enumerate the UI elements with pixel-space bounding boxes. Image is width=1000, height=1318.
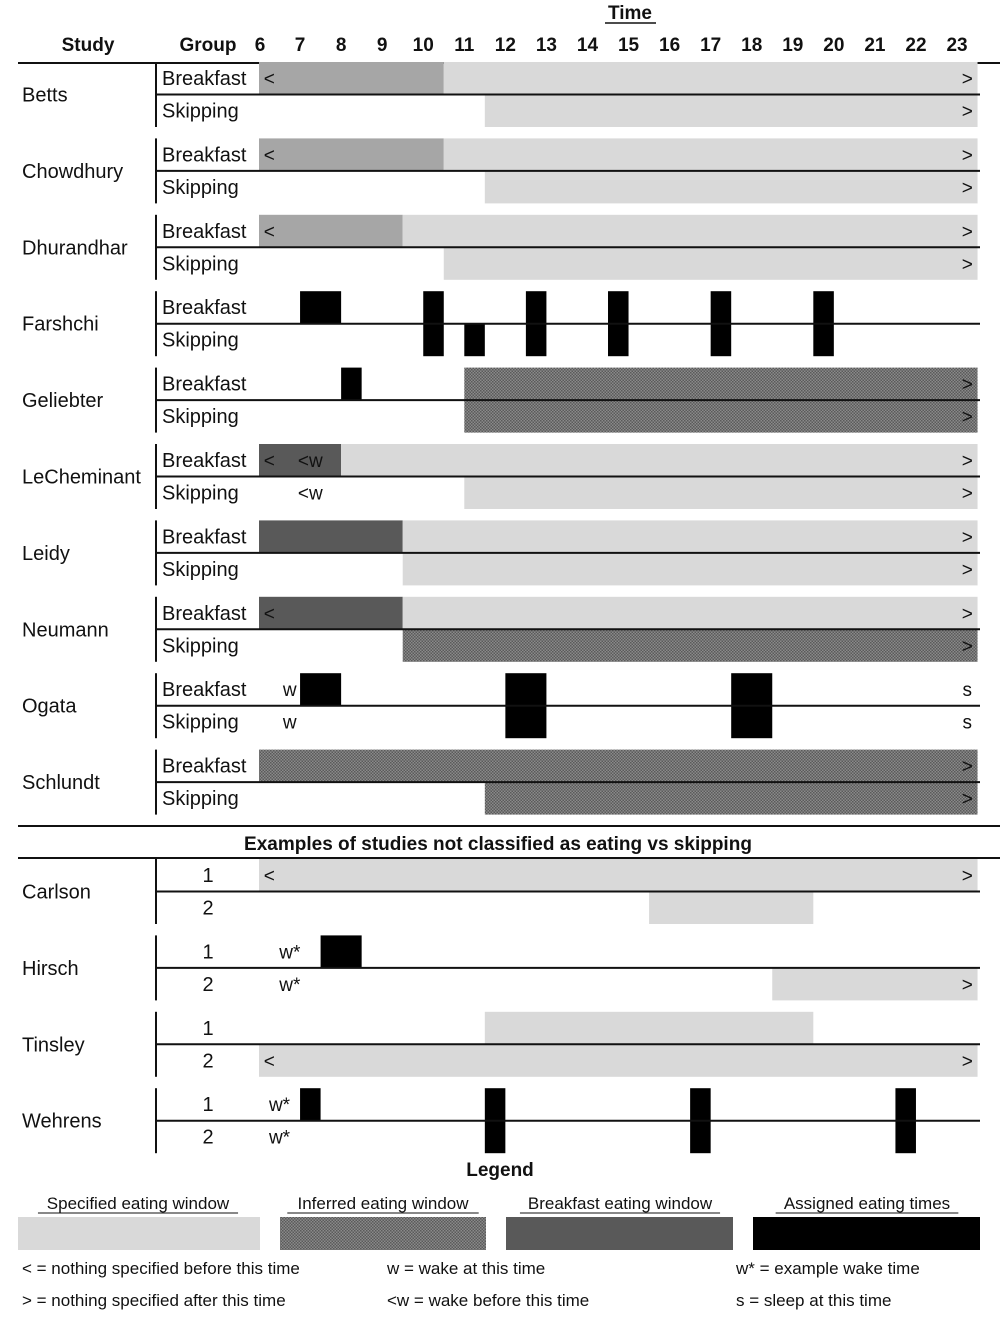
study-block (22, 520, 980, 585)
specified-eating-window (485, 171, 978, 204)
study-block (22, 62, 980, 127)
group-row (162, 171, 978, 204)
legend-title: Legend (466, 1160, 534, 1181)
assigned-eating-time (321, 935, 362, 968)
specified-eating-window (259, 859, 978, 892)
time-marker: > (961, 756, 973, 778)
group-label: Breakfast (162, 68, 247, 90)
time-marker: w* (279, 974, 301, 996)
hour-tick-label: 22 (905, 35, 927, 56)
specified-eating-window (403, 553, 978, 586)
study-block (22, 859, 980, 924)
inferred-eating-window (464, 368, 977, 401)
group-row (162, 400, 978, 433)
time-marker: > (961, 527, 973, 549)
assigned-eating-time (485, 1121, 506, 1154)
specified-eating-window (772, 968, 977, 1001)
hour-tick-label: 13 (535, 35, 557, 56)
study-block (22, 1088, 980, 1153)
group-row (162, 750, 978, 783)
hour-tick-label: 21 (864, 35, 886, 56)
group-label: Skipping (162, 176, 239, 199)
time-marker: w (282, 712, 297, 734)
group-row (162, 629, 978, 662)
study-name: Chowdhury (22, 160, 124, 183)
legend-note: > = nothing specified after this time (22, 1291, 286, 1310)
group-label: Breakfast (162, 526, 247, 549)
time-marker: > (961, 1051, 973, 1073)
group-row (162, 324, 834, 357)
hour-tick-label: 17 (700, 35, 722, 56)
study-block (22, 215, 980, 280)
study-block (22, 444, 980, 509)
assigned-eating-time (485, 1088, 506, 1121)
time-marker: > (961, 974, 973, 996)
time-marker: w (282, 680, 297, 702)
specified-eating-window (485, 95, 978, 128)
study-name: Carlson (22, 881, 91, 904)
legend-note: < = nothing specified before this time (22, 1259, 300, 1278)
assigned-eating-time (731, 673, 772, 706)
breakfast-eating-window (259, 62, 444, 95)
group-column-header: Group (179, 35, 237, 56)
study-block (22, 673, 980, 738)
hour-tick-label: 9 (376, 35, 388, 56)
study-block (22, 291, 980, 356)
study-name: LeCheminant (22, 466, 141, 489)
group-row (162, 368, 978, 401)
assigned-eating-time (526, 291, 547, 324)
classified-studies (22, 62, 980, 815)
inferred-eating-window (485, 782, 978, 815)
time-marker: < (263, 221, 275, 243)
time-marker: s (962, 712, 973, 734)
hour-tick-label: 20 (823, 35, 845, 56)
inferred-eating-window (259, 750, 978, 783)
time-marker: > (961, 407, 973, 429)
breakfast-eating-window (259, 520, 403, 553)
assigned-eating-time (608, 324, 629, 357)
hour-tick-label: 12 (494, 35, 516, 56)
time-axis-title: Time (607, 3, 653, 24)
study-block (22, 1012, 980, 1077)
group-label: Breakfast (162, 602, 247, 625)
group-label: Skipping (162, 558, 239, 581)
breakfast-eating-window (259, 597, 403, 630)
study-name: Geliebter (22, 390, 104, 413)
study-name: Neumann (22, 619, 109, 642)
group-row (162, 597, 978, 630)
assigned-eating-time (895, 1088, 916, 1121)
group-row (162, 553, 978, 586)
group-label: Skipping (162, 406, 239, 429)
group-label: 1 (202, 941, 214, 964)
study-name: Betts (22, 84, 68, 107)
time-marker: w* (268, 1095, 291, 1117)
unclassified-study-examples (22, 859, 980, 1153)
study-block (22, 138, 980, 203)
legend-note: w* = example wake time (736, 1259, 920, 1278)
hour-tick-label: 11 (454, 35, 475, 56)
group-label: 2 (202, 973, 214, 996)
assigned-eating-time (690, 1121, 711, 1154)
assigned-eating-time (423, 291, 444, 324)
study-block (22, 750, 980, 815)
group-label: Breakfast (162, 755, 247, 778)
group-label: Skipping (162, 635, 239, 658)
legend-swatch (18, 1217, 260, 1250)
hour-tick-label: 8 (335, 35, 347, 56)
legend-label: Inferred eating window (297, 1194, 469, 1213)
group-label: Skipping (162, 482, 239, 505)
time-marker: < (263, 69, 275, 90)
specified-eating-window (485, 1012, 813, 1045)
hour-tick-label: 10 (412, 35, 434, 56)
study-name: Farshchi (22, 313, 99, 336)
hour-tick-label: 15 (617, 35, 640, 56)
group-row (202, 1121, 916, 1154)
assigned-eating-time (300, 1088, 321, 1121)
time-marker: > (961, 254, 973, 276)
time-marker: < (263, 866, 275, 887)
group-label: Breakfast (162, 220, 247, 243)
time-marker: > (961, 221, 973, 243)
time-marker: < (263, 1051, 275, 1073)
study-name: Ogata (22, 695, 77, 718)
specified-eating-window (444, 138, 978, 171)
hour-tick-label: 18 (741, 35, 763, 56)
inferred-eating-window (464, 400, 977, 433)
time-marker: < (263, 603, 275, 625)
group-label: 1 (202, 1017, 214, 1040)
assigned-eating-time (505, 673, 546, 706)
assigned-eating-time (731, 706, 772, 739)
group-label: Skipping (162, 788, 239, 811)
time-marker: s (962, 680, 973, 702)
assigned-eating-time (464, 324, 485, 357)
legend-note: w = wake at this time (387, 1259, 546, 1278)
time-marker: > (961, 101, 973, 123)
group-row (162, 782, 978, 815)
assigned-eating-time (813, 291, 834, 324)
hour-tick-label: 23 (946, 35, 968, 56)
specified-eating-window (403, 520, 978, 553)
hour-tick-label: 7 (294, 35, 306, 56)
time-marker: w* (268, 1127, 291, 1149)
group-row (202, 1044, 977, 1077)
hour-tick-label: 6 (254, 35, 266, 56)
study-name: Hirsch (22, 957, 79, 980)
group-label: Breakfast (162, 450, 247, 472)
group-row (162, 520, 978, 553)
breakfast-eating-window (259, 138, 444, 171)
legend-label: Breakfast eating window (527, 1194, 713, 1213)
group-label: Breakfast (162, 679, 247, 702)
time-marker: > (961, 603, 973, 625)
group-row (202, 892, 813, 925)
group-row (162, 138, 978, 171)
group-row (162, 673, 972, 706)
specified-eating-window (341, 444, 977, 477)
group-label: 2 (202, 897, 214, 920)
group-label: Breakfast (162, 297, 247, 320)
legend-swatch (280, 1217, 486, 1250)
assigned-eating-time (505, 706, 546, 739)
time-marker: > (961, 451, 973, 472)
assigned-eating-time (300, 673, 341, 706)
examples-title: Examples of studies not classified as eating vs skipping (244, 834, 752, 855)
time-marker: > (961, 636, 973, 658)
time-marker: > (961, 789, 973, 811)
group-row (162, 215, 978, 248)
study-name: Schlundt (22, 772, 100, 795)
study-name: Tinsley (22, 1034, 85, 1057)
assigned-eating-time (690, 1088, 711, 1121)
time-marker: < (263, 145, 275, 167)
legend-swatch (506, 1217, 733, 1250)
group-row (202, 1012, 813, 1045)
time-marker: <w (297, 451, 323, 472)
time-marker: > (961, 374, 973, 396)
group-label: Skipping (162, 100, 239, 123)
breakfast-eating-window (259, 215, 403, 248)
group-label: Breakfast (162, 373, 247, 396)
time-marker: > (961, 483, 973, 505)
specified-eating-window (649, 892, 813, 925)
specified-eating-window (444, 247, 978, 279)
group-label: Skipping (162, 711, 239, 734)
assigned-eating-time (895, 1121, 916, 1154)
inferred-eating-window (403, 629, 978, 662)
specified-eating-window (403, 597, 978, 630)
group-label: Skipping (162, 253, 239, 276)
group-row (162, 62, 978, 95)
assigned-eating-time (423, 324, 444, 357)
group-row (202, 968, 977, 1001)
group-label: 2 (202, 1126, 214, 1149)
legend-label: Assigned eating times (783, 1194, 951, 1213)
study-block (22, 597, 980, 662)
time-marker: > (961, 866, 973, 887)
assigned-eating-time (711, 324, 732, 357)
group-row (202, 1088, 916, 1121)
hour-tick-label: 14 (576, 35, 599, 56)
study-block (22, 935, 980, 1000)
study-block (22, 368, 980, 433)
group-label: Breakfast (162, 144, 247, 167)
time-marker: > (961, 559, 973, 581)
study-name: Wehrens (22, 1110, 102, 1133)
hour-tick-labels (255, 35, 968, 56)
study-column-header: Study (61, 35, 115, 56)
assigned-eating-time (711, 291, 732, 324)
legend-note: <w = wake before this time (387, 1291, 590, 1310)
specified-eating-window (464, 477, 977, 510)
legend-label: Specified eating window (46, 1194, 230, 1213)
group-row (162, 706, 972, 739)
assigned-eating-time (813, 324, 834, 357)
time-marker: > (961, 145, 973, 167)
assigned-eating-time (608, 291, 629, 324)
group-label: 1 (202, 1094, 214, 1117)
study-name: Dhurandhar (22, 237, 128, 260)
group-label: Skipping (162, 329, 239, 352)
specified-eating-window (259, 1044, 978, 1077)
specified-eating-window (403, 215, 978, 248)
group-row (162, 444, 978, 477)
time-marker: <w (297, 483, 323, 505)
group-label: 2 (202, 1050, 214, 1073)
time-marker: > (961, 177, 973, 199)
legend-note: s = sleep at this time (736, 1291, 892, 1310)
group-row (202, 935, 361, 968)
legend (18, 1194, 980, 1310)
assigned-eating-time (300, 291, 341, 324)
hour-tick-label: 19 (782, 35, 804, 56)
group-row (202, 859, 977, 892)
specified-eating-window (444, 62, 978, 95)
study-name: Leidy (22, 542, 70, 565)
assigned-eating-time (526, 324, 547, 357)
group-row (162, 95, 978, 128)
group-row (162, 291, 834, 324)
group-row (162, 247, 978, 279)
legend-swatch (753, 1217, 980, 1250)
time-marker: > (961, 69, 973, 90)
assigned-eating-time (341, 368, 362, 401)
group-row (162, 477, 978, 510)
hour-tick-label: 16 (659, 35, 681, 56)
time-marker: w* (279, 942, 301, 964)
group-label: 1 (202, 865, 214, 887)
time-marker: < (263, 451, 275, 472)
